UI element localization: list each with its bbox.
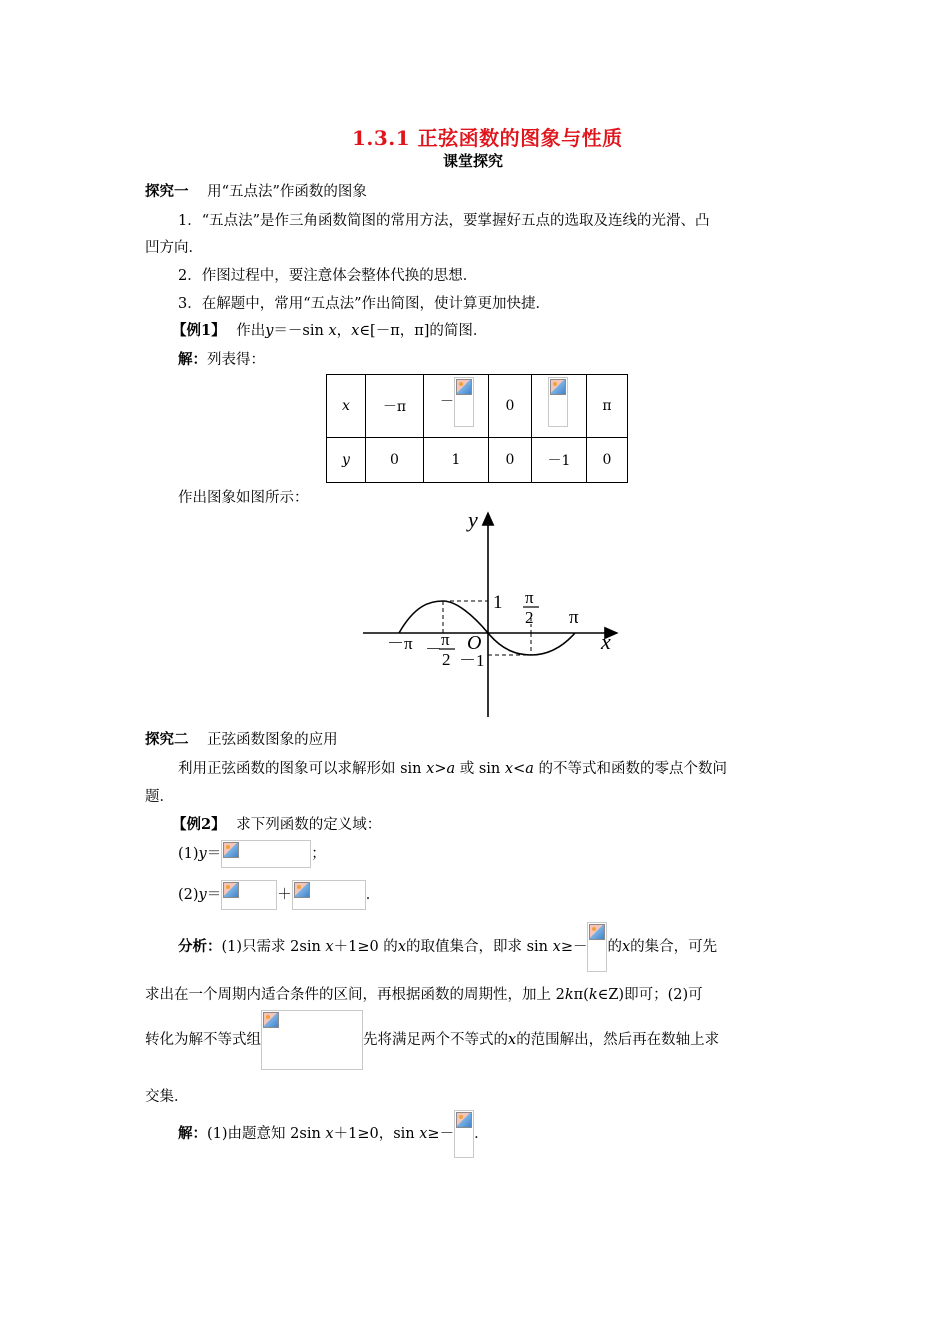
x-tick-neg-half-num: π — [441, 630, 450, 649]
formula-2: (2)y＝ ＋ ． — [178, 880, 380, 910]
example1-text: ， — [336, 323, 352, 339]
example1-label: 【例1】 — [172, 322, 226, 339]
image-icon — [550, 379, 566, 395]
table-row — [327, 438, 628, 483]
x-tick-neg-half-den: 2 — [442, 650, 451, 669]
y-axis-label: y — [468, 507, 478, 532]
graph-caption: 作出图象如图所示： — [178, 490, 309, 506]
section2-p1a: 利用正弦函数的图象可以求解形如 sin x>a 或 sin x<a 的不等式和函数的零点个数问 — [178, 761, 727, 777]
table-cell — [532, 375, 587, 438]
example2 — [172, 813, 381, 834]
table-cell: 0 — [366, 438, 424, 483]
table-cell: 1 — [424, 438, 489, 483]
example1-text: ＝－sin — [273, 323, 324, 339]
value-table — [326, 374, 628, 483]
table-cell: － — [424, 375, 489, 438]
table-cell: －π — [366, 375, 424, 438]
formula-1: (1)y＝ ； — [178, 840, 326, 868]
page-subtitle: 课堂探究 — [443, 152, 504, 170]
x-tick-pi: π — [569, 607, 579, 628]
analysis-label: 分析： — [178, 938, 222, 955]
image-placeholder — [221, 840, 311, 868]
image-icon — [223, 882, 239, 898]
image-placeholder — [261, 1010, 363, 1070]
section2-heading — [145, 728, 338, 749]
example1 — [172, 319, 487, 340]
page-title: 1.3.1 正弦函数的图象与性质 — [352, 126, 623, 150]
var-y: y — [265, 323, 274, 339]
x-tick-half-pi-den: 2 — [525, 608, 534, 627]
table-cell: 0 — [489, 438, 532, 483]
var-x: x — [328, 323, 337, 339]
section2-label: 探究二 — [145, 731, 189, 748]
y-tick-1: 1 — [493, 592, 503, 613]
solution1-text: 列表得： — [207, 352, 265, 368]
solution1 — [178, 348, 265, 369]
solution1-label: 解： — [178, 351, 207, 368]
section1-heading — [145, 180, 367, 201]
section1-p2: 2．作图过程中，要注意体会整体代换的思想． — [178, 268, 478, 284]
image-placeholder — [221, 880, 277, 910]
table-cell: π — [587, 375, 628, 438]
example1-text: 作出 — [236, 323, 266, 339]
example2-text: 求下列函数的定义域： — [236, 817, 382, 833]
image-placeholder — [548, 377, 568, 427]
image-icon — [294, 882, 310, 898]
y-tick-neg1: －1 — [459, 651, 485, 670]
image-placeholder — [587, 922, 607, 972]
sine-graph — [355, 505, 625, 720]
table-row — [327, 375, 628, 438]
section1-title: 用“五点法”作函数的图象 — [207, 184, 367, 200]
image-placeholder — [292, 880, 366, 910]
x-tick-neg-pi: －π — [387, 634, 413, 653]
section1-label: 探究一 — [145, 183, 189, 200]
table-cell: y — [327, 438, 366, 483]
image-icon — [456, 1112, 472, 1128]
image-icon — [456, 379, 472, 395]
analysis-line4: 交集． — [145, 1089, 189, 1105]
image-icon — [263, 1012, 279, 1028]
x-tick-half-pi-num: π — [525, 588, 534, 607]
analysis-line1: 分析：(1)只需求 2sin x＋1≥0 的x的取值集合，即求 sin x≥－ 的x的集合，可先 — [178, 922, 717, 972]
solution2-label: 解： — [178, 1125, 207, 1142]
image-placeholder — [454, 377, 474, 427]
table-cell: 0 — [489, 375, 532, 438]
var-x: x — [351, 323, 360, 339]
section2-p1b: 题． — [145, 789, 174, 805]
image-icon — [223, 842, 239, 858]
x-tick-neg-half-sign: － — [425, 640, 442, 659]
section1-p3: 3．在解题中，常用“五点法”作出简图，使计算更加快捷． — [178, 296, 551, 312]
section1-p1a: 1．“五点法”是作三角函数简图的常用方法，要掌握好五点的选取及连线的光滑、凸 — [178, 213, 710, 229]
analysis-line2: 求出在一个周期内适合条件的区间，再根据函数的周期性，加上 2kπ(k∈Z)即可；(2)可 — [145, 987, 703, 1003]
analysis-line3: 转化为解不等式组 先将满足两个不等式的x的范围解出，然后再在数轴上求 — [145, 1010, 719, 1070]
table-cell: 0 — [587, 438, 628, 483]
image-placeholder — [454, 1110, 474, 1158]
example1-text: ∈[－π，π]的简图． — [359, 323, 488, 339]
x-axis-label: x — [601, 629, 611, 654]
table-cell: －1 — [532, 438, 587, 483]
image-icon — [589, 924, 605, 940]
example2-label: 【例2】 — [172, 816, 226, 833]
origin-label: O — [467, 632, 482, 654]
section2-title: 正弦函数图象的应用 — [207, 732, 338, 748]
solution2: 解：(1)由题意知 2sin x＋1≥0，sin x≥－ ． — [178, 1110, 489, 1158]
section1-p1b: 凹方向． — [145, 240, 203, 256]
table-cell: x — [327, 375, 366, 438]
